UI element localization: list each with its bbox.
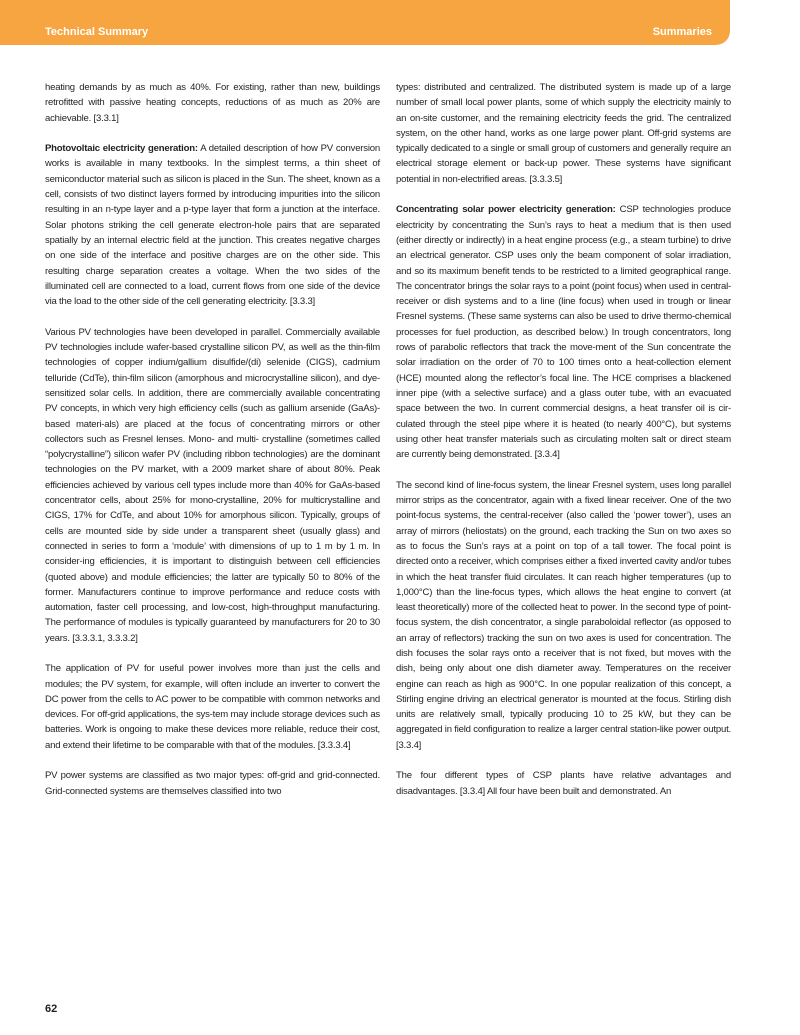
left-column xyxy=(45,80,380,814)
page-number: 62 xyxy=(45,1003,58,1015)
paragraph: The application of PV for useful power involves more than just the cells and modules; the PV system, for example, will often include an inverter to convert the DC power from the cells to AC power to be compatible with common networks and devices. For off-grid applications, the sys-tem may include storage devices such as batteries. Work is ongoing to make these devices more reliable, reduce their cost, and extend their lifetime to be comparable with that of the modules. [3.3.3.4] xyxy=(45,663,380,751)
header-bar xyxy=(0,0,730,45)
paragraph: PV power systems are classified as two major types: off-grid and grid-connected. Grid-connected systems are themselves classified into two xyxy=(45,770,380,797)
chapter-title: Summaries xyxy=(652,26,712,38)
paragraph: The second kind of line-focus system, the linear Fresnel system, uses long parallel mirror strips as the concentrator, again with a fixed linear receiver. One of the two point-focus systems, the central-receiver (also called the ‘power tower’), uses an array of mirrors (heliostats) on the ground, each tracking the Sun on two axes so as to focus the Sun’s rays at a point on top of a tall tower. The focal point is directed onto a receiver, which comprises either a fixed inverted cavity and/or tubes in which the heat transfer fluid circulates. It can reach higher temperatures (up to 1,000°C) than the line-focus types, which allows the heat engine to convert (at least theoretically) more of the collected heat to power. In the second type of point-focus system, the dish concentrator, a single paraboloidal reflector (as opposed to an array of reflectors) tracking the sun on two axes is used for concentration. The dish focuses the solar rays onto a receiver that is not fixed, but moves with the dish, being only about one dish diameter away. Temperatures on the receiver engine can reach as high as 900°C. In one popular realization of this concept, a Stirling engine driving an electrical generator is mounted at the focus. Stirling dish units are relatively small, typically producing 10 to 25 kW, but they can be aggregated in field configuration to realize a larger central station-like power output. [3.3.4] xyxy=(396,479,731,751)
paragraph-heading: Concentrating solar power electricity generation: xyxy=(396,204,616,216)
paragraph: Various PV technologies have been developed in parallel. Commercially available PV technologies include wafer-based crystalline silicon PV, as well as the thin-film technologies of copper indium/gallium disulfide/(di) selenide (CIGS), cadmium telluride (CdTe), thin-film silicon (amorphous and microcrystalline silicon), and dye-sensitized solar cells. In addition, there are commercially available concentrating PV concepts, in which very high efficiency cells (such as gallium arsenide (GaAs)-based materi-als) are placed at the focus of concentrating mirrors or other collectors such as Fresnel lenses. Mono- and multi- crystalline (sometimes called “polycrystalline”) silicon wafer PV (including ribbon technologies) are the dominant technologies on the PV market, with a 2009 market share of about 80%. Peak efficiencies achieved by various cell types include more than 40% for GaAs-based concentrator cells, about 25% for mono-crystalline, 20% for multicrystalline and CIGS, 17% for CdTe, and about 10% for amorphous silicon. Typically, groups of cells are mounted side by side under a transparent sheet (usually glass) and connected in series to form a ‘module’ with dimensions of up to 1 m by 1 m. In consider-ing efficiencies, it is important to distinguish between cell efficiencies (quoted above) and module efficiencies; the latter are typically 50 to 80% of the former. Manufacturers continue to improve performance and reduce costs with automation, faster cell processing, and low-cost, high-throughput manufacturing. The performance of modules is typically guaranteed by manufacturers for 20 to 30 years. [3.3.3.1, 3.3.3.2] xyxy=(45,326,380,644)
paragraph-photovoltaic xyxy=(45,141,380,309)
paragraph: heating demands by as much as 40%. For existing, rather than new, buildings retrofitted with passive heating concepts, reductions of as much as 20% are achievable. [3.3.1] xyxy=(45,82,380,124)
paragraph-heading: Photovoltaic electricity generation: xyxy=(45,143,198,155)
paragraph-csp xyxy=(396,202,731,462)
paragraph: The four different types of CSP plants have relative advantages and disadvantages. [3.3.4] All four have been built and demonstrated. An xyxy=(396,770,731,797)
section-title: Technical Summary xyxy=(45,26,149,38)
right-column xyxy=(396,80,731,814)
paragraph: types: distributed and centralized. The distributed system is made up of a large number of small local power plants, some of which supply the electricity mainly to an on-site customer, and the remaining electricity feeds the grid. The centralized system, on the other hand, works as one large power plant. Off-grid systems are typically dedicated to a single or small group of customers and generally require an electrical storage element or back-up power. These systems have significant potential in non-electrified areas. [3.3.3.5] xyxy=(396,82,731,185)
paragraph-body: A detailed description of how PV conversion works is available in many textbooks. In the simplest terms, a thin sheet of semiconductor material such as silicon is placed in the Sun. The sheet, known as a cell, consists of two distinct layers formed by introducing impurities into the silicon resulting in an n-type layer and a p-type layer that form a junction at the interface. Solar photons striking the cell generate electron-hole pairs that are separated spatially by an internal electric field at the junction. This creates negative charges on one side of the interface and positive charges are on the other side. This resulting charge separation creates a voltage. When the two sides of the illuminated cell are connected to a load, current flows from one side of the device via the load to the other side of the cell generating electricity. [3.3.3] xyxy=(45,143,381,308)
paragraph-body: CSP technologies produce electricity by concentrating the Sun’s rays to heat a medium that is then used (either directly or indirectly) in a heat engine process (e.g., a steam turbine) to drive an electrical generator. CSP uses only the beam component of solar irradiation, and so its maximum benefit tends to be restricted to a limited geographical range. The concentrator brings the solar rays to a point (point focus) when used in central-receiver or dish systems and to a line (line focus) when used in trough or linear Fresnel systems. (These same systems can also be used to drive thermo-chemical processes for fuel production, as described below.) In trough concentrators, long rows of parabolic reflectors that track the move-ment of the Sun concentrate the solar irradiation on the order of 70 to 100 times onto a heat-collection element (HCE) mounted along the reflector’s focal line. The HCE comprises a blackened inner pipe (with a selective surface) and a glass outer tube, with an evacuated space between the two. In current commercial designs, a heat transfer oil is cir-culated through the steel pipe where it is heated (to nearly 400°C), but systems using other heat transfer materials such as circulating molten salt or direct steam are currently being demonstrated. [3.3.4] xyxy=(396,204,731,461)
